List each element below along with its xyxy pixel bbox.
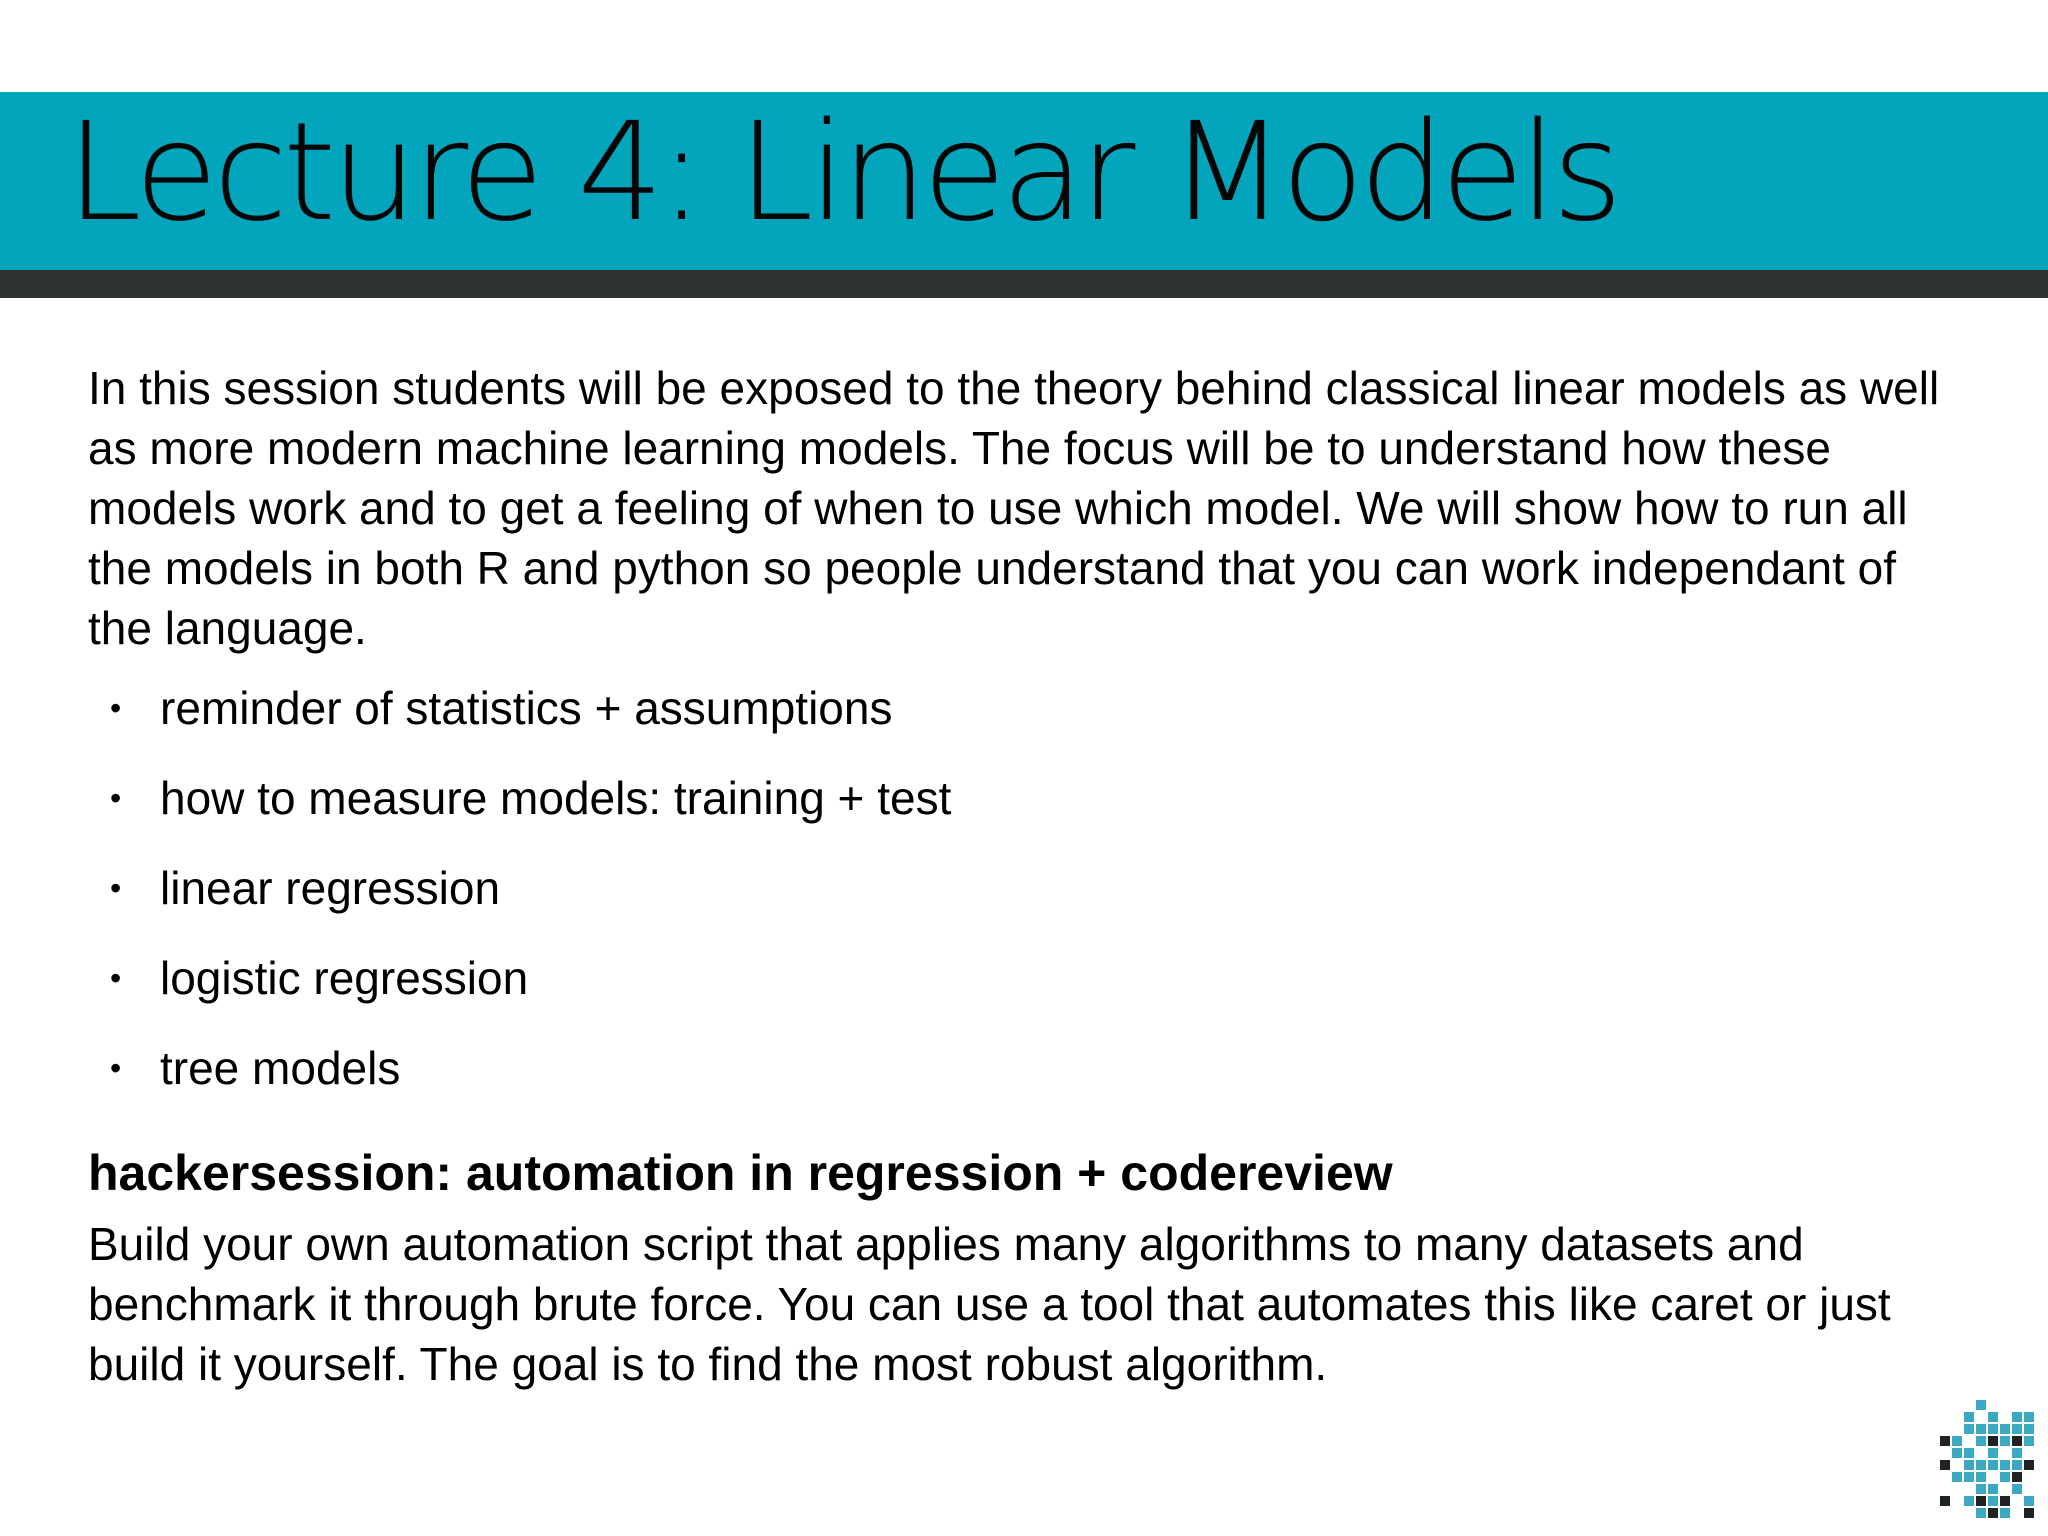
- bullet-icon: •: [110, 960, 122, 996]
- list-item: [88, 768, 1988, 828]
- slide-title: Lecture 4: Linear Models: [66, 94, 1618, 252]
- slide-content: [88, 358, 1988, 1394]
- hackersession-heading: hackersession: automation in regression + codereview: [88, 1145, 1393, 1201]
- pixel-mosaic-logo-icon: [1940, 1400, 2042, 1526]
- list-item: [88, 1038, 1988, 1098]
- bullet-icon: •: [110, 690, 122, 726]
- topic-label: linear regression: [160, 862, 501, 914]
- list-item: [88, 858, 1988, 918]
- topic-label: logistic regression: [160, 952, 529, 1004]
- intro-paragraph: In this session students will be exposed to the theory behind classical linear models as well as more modern machine learning models. The focus will be to understand how these models work and to get a feeling of when to use which model. We will show how to run all the models in both R and python so people understand that you can work independant of the language.: [88, 362, 1940, 654]
- bullet-icon: •: [110, 1050, 122, 1086]
- topic-list: [88, 678, 1988, 1098]
- hackersession-description: Build your own automation script that applies many algorithms to many datasets and benchmark it through brute force. You can use a tool that automates this like caret or just build it yourself. The goal is to find the most robust algorithm.: [88, 1218, 1891, 1390]
- topic-label: tree models: [160, 1042, 401, 1094]
- list-item: [88, 678, 1988, 738]
- topic-label: reminder of statistics + assumptions: [160, 682, 893, 734]
- topic-label: how to measure models: training + test: [160, 772, 952, 824]
- bullet-icon: •: [110, 870, 122, 906]
- bullet-icon: •: [110, 780, 122, 816]
- title-underline-bar: [0, 270, 2048, 298]
- list-item: [88, 948, 1988, 1008]
